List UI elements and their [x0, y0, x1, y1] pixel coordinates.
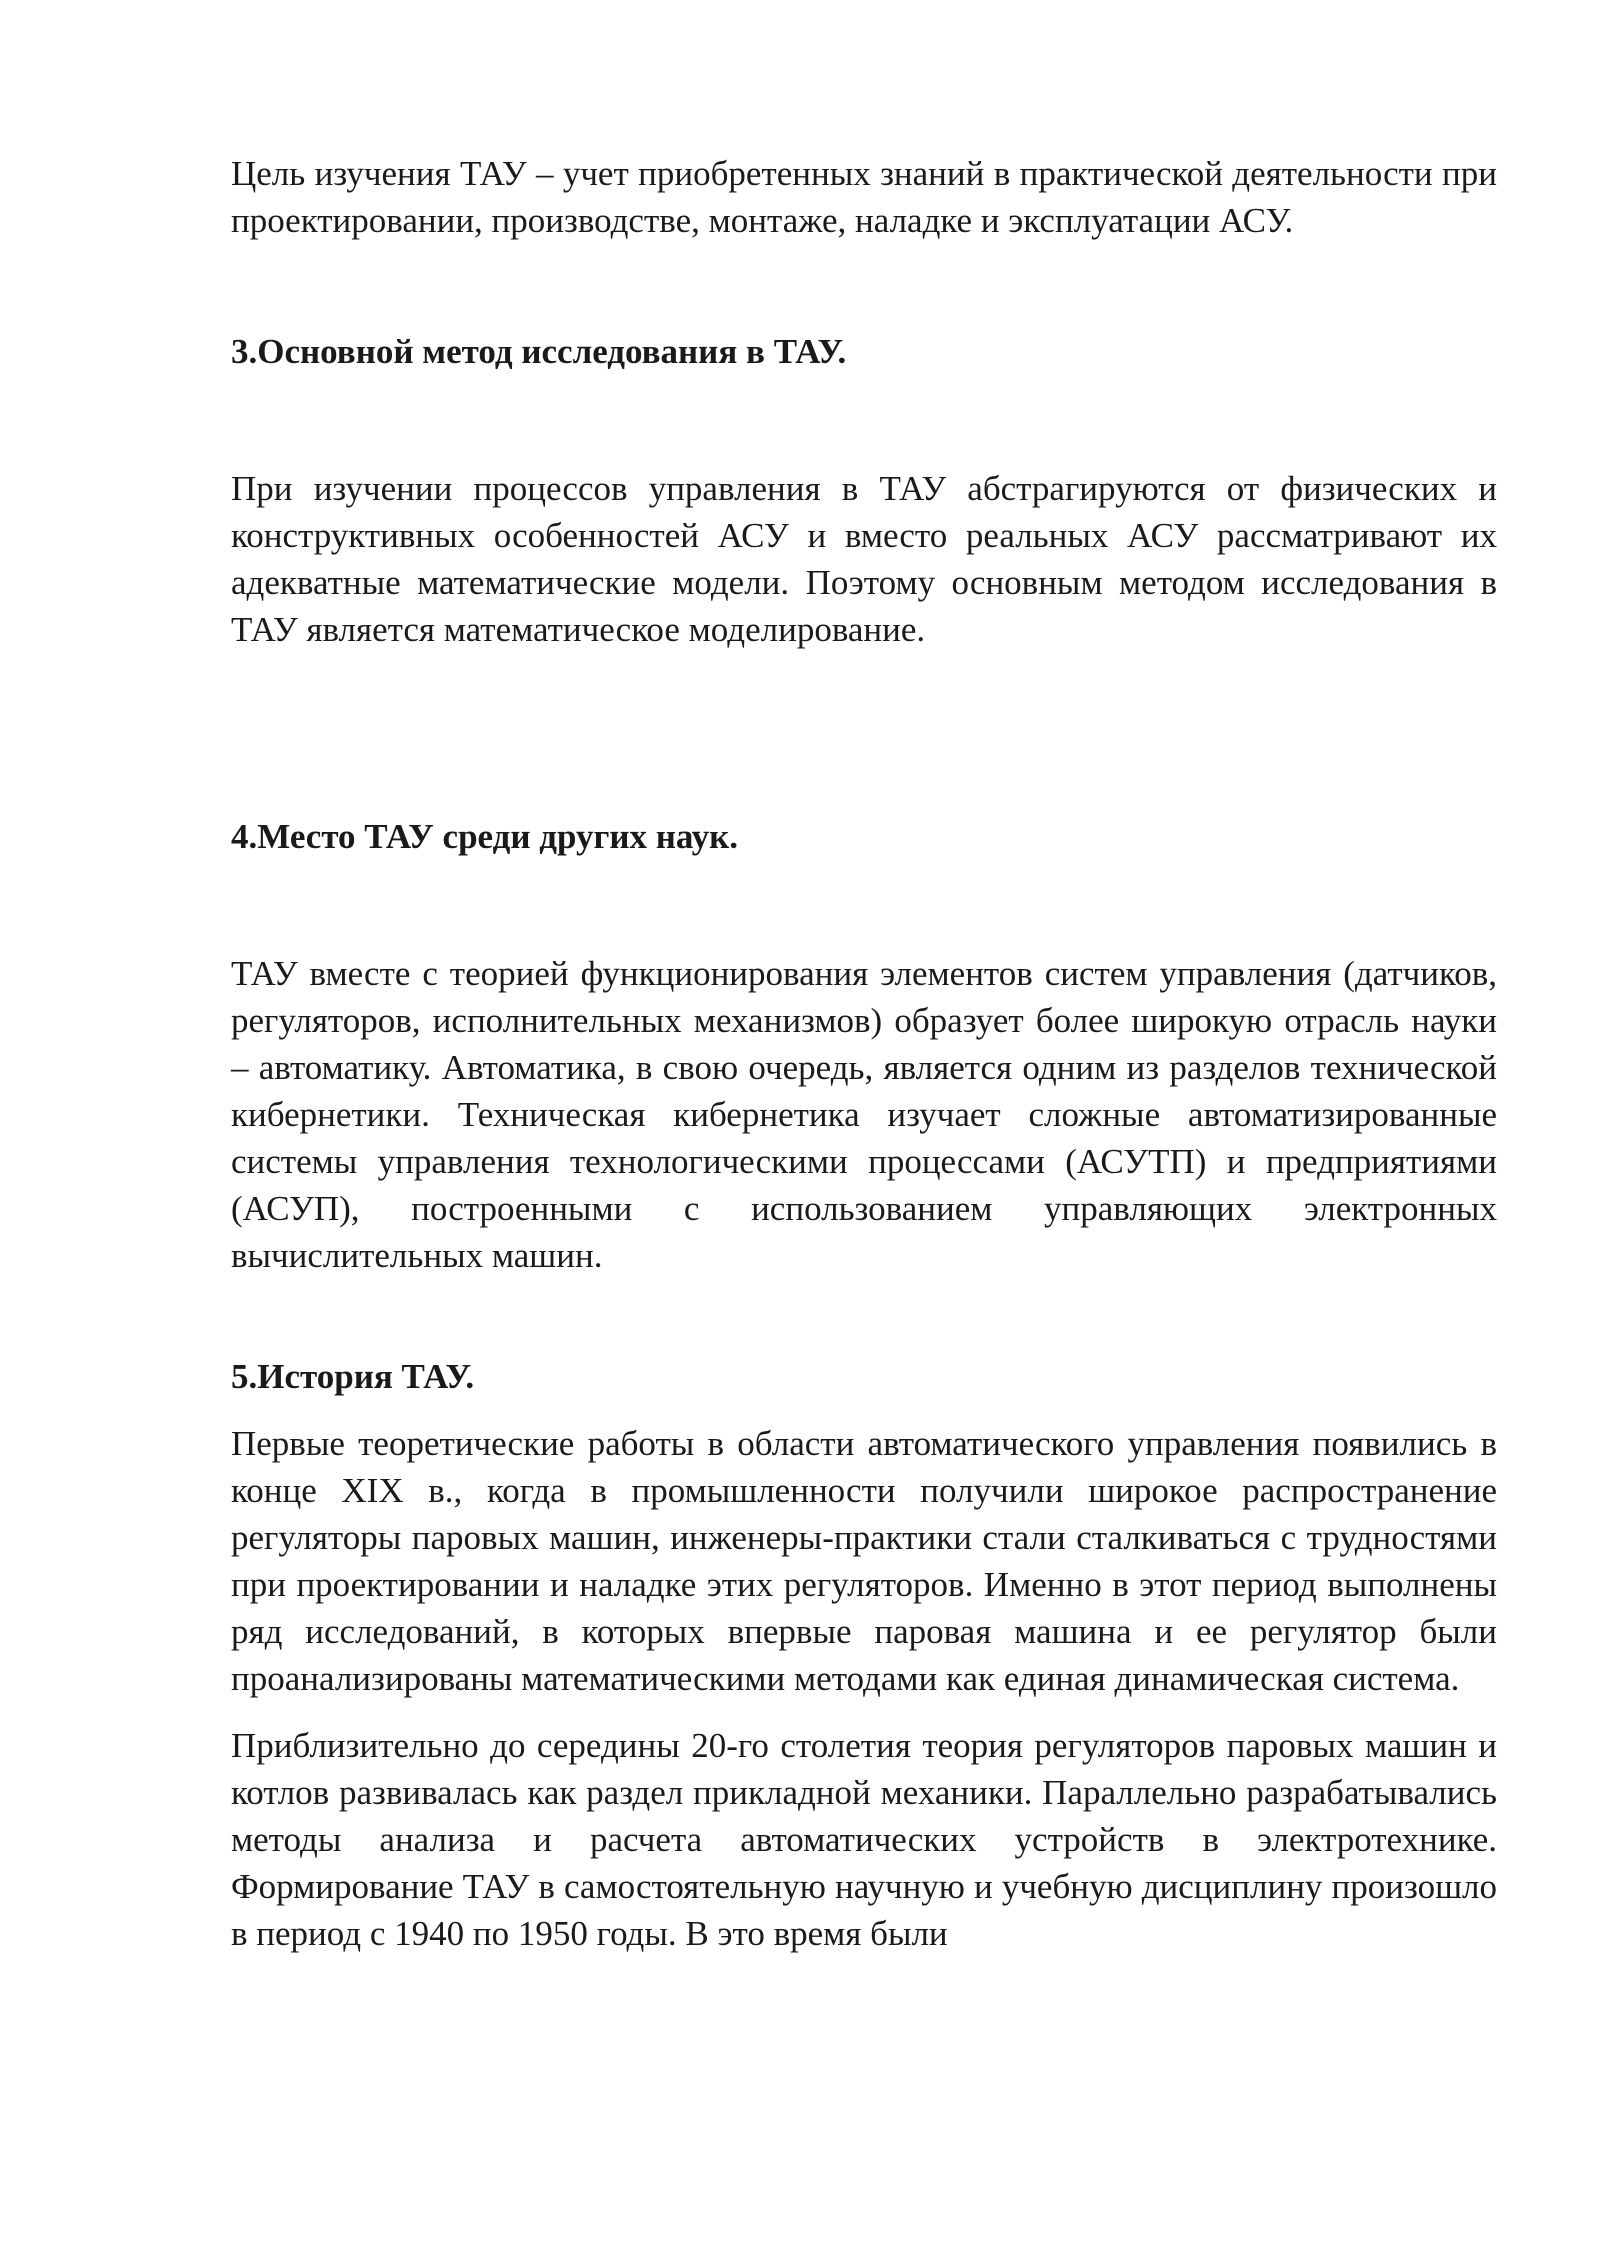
section-4-heading: 4.Место ТАУ среди других наук.	[231, 817, 739, 856]
section-4-paragraph: ТАУ вместе с теорией функционирования элементов систем управления (датчиков, регуляторов, исполнительных механизмов) образует более широкую отрасль науки – автоматику. Автоматика, в свою очередь, является одним из разделов технической кибернетики. Техническая кибернетика изучает сложные автоматизированные системы управления технологическими процессами (АСУТП) и предприятиями (АСУП), построенными с использованием управляющих электронных вычислительных машин.	[231, 954, 1497, 1275]
section-5-heading: 5.История ТАУ.	[231, 1357, 475, 1396]
goal-paragraph: Цель изучения ТАУ – учет приобретенных знаний в практической деятельности при проектировании, производстве, монтаже, наладке и эксплуатации АСУ.	[231, 154, 1497, 240]
document-page	[231, 150, 1497, 1957]
section-3-heading: 3.Основной метод исследования в ТАУ.	[231, 332, 847, 371]
section-5-paragraph-1: Первые теоретические работы в области автоматического управления появились в конце XIX в., когда в промышленности получили широкое распространение регуляторы паровых машин, инженеры-практики стали сталкиваться с трудностями при проектировании и наладке этих регуляторов. Именно в этот период выполнены ряд исследований, в которых впервые паровая машина и ее регулятор были проанализированы математическими методами как единая динамическая система.	[231, 1424, 1497, 1698]
section-3-paragraph: При изучении процессов управления в ТАУ абстрагируются от физических и конструктивных особенностей АСУ и вместо реальных АСУ рассматривают их адекватные математические модели. Поэтому основным методом исследования в ТАУ является математическое моделирование.	[231, 469, 1497, 649]
section-5-paragraph-2: Приблизительно до середины 20-го столетия теория регуляторов паровых машин и котлов развивалась как раздел прикладной механики. Параллельно разрабатывались методы анализа и расчета автоматических устройств в электротехнике. Формирование ТАУ в самостоятельную научную и учебную дисциплину произошло в период с 1940 по 1950 годы. В это время были	[231, 1726, 1497, 1953]
